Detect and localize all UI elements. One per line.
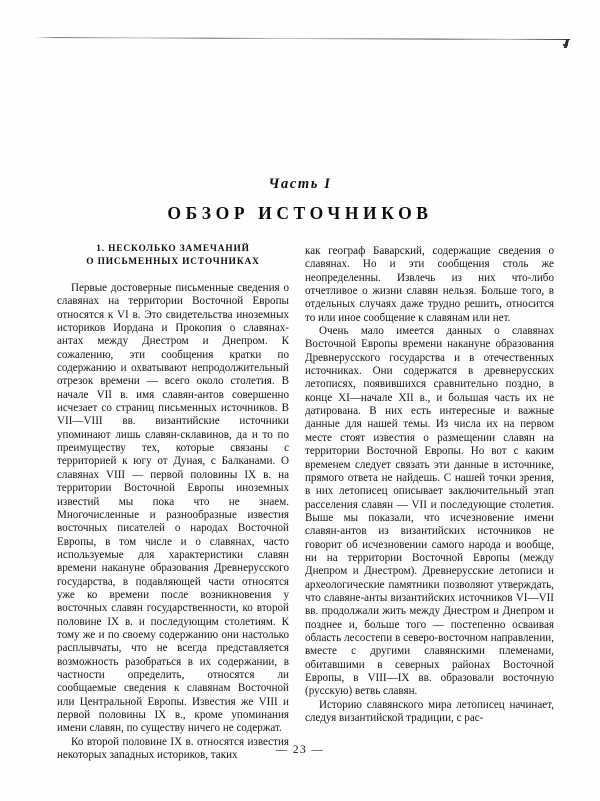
- paragraph: Первые достоверные письменные сведения о славянах на территории Восточной Европы относятся к VI в. Это свидетельства иноземных историков Иордана и Прокопия о славянах-антах между Днестром и Днепром. К сожалению, эти сообщения кратки по содержанию и охватывают непродолжительный отрезок времени — всего около столетия. В начале VII в. имя славян-антов совершенно исчезает со страниц письменных источников. В VII—VIII вв. византийские источники упоминают лишь славян-склавинов, да и то по преимуществу тех, которые связаны с территорией к югу от Дуная, с Балканами. О славянах VIII — первой половины IX в. на территории Восточной Европы иноземных известий мы пока что не знаем. Многочисленные и разнообразные известия восточных писателей о народах Восточной Европы, в том числе и о славянах, часто используемые для характеристики славян времени накануне образования Древнерусского государства, в подавляющей части относятся уже ко времени после возникновения у восточных славян государственности, ко второй половине IX в. и последующим столетиям. К тому же и по своему содержанию они настолько расплывчаты, что не всегда представляется возможность разобраться в их содержании, в частности определить, относятся ли сообщаемые сведения к славянам Восточной или Центральной Европы. Известия же VIII и первой половины IX в., кроме упоминания имени славян, по существу ничего не содержат.: [57, 282, 289, 735]
- scan-edge-line: [35, 37, 570, 40]
- body-column-left: [57, 282, 289, 762]
- paragraph: как географ Баварский, содержащие сведения о славянах. Но и эти сообщения столь же неопределенны. Извлечь из них что-либо отчетливое о жизни славян нельзя. Больше того, в отдельных случаях даже трудно решить, относится то или иное сообщение к славянам или нет.: [305, 245, 554, 324]
- paragraph: Ко второй половине IX в. относятся известия некоторых западных историков, таких: [57, 735, 289, 762]
- part-label: Часть I: [268, 176, 332, 192]
- paragraph: Очень мало имеется данных о славянах Восточной Европы времени накануне образования Древнерусского государства и в отечественных источниках. Они содержатся в древнерусских летописях, появившихся сравнительно поздно, в конце XI—начале XII в., и большая часть их не датирована. В них есть интересные и важные данные для нашей темы. Из числа их на первом месте стоят известия о размещении славян на территории Восточной Европы. Но вот с каким временем следует связать эти данные в источнике, прямого ответа не найдешь. С нашей точки зрения, в них летописец описывает заключительный этап расселения славян — VII и последующие столетия. Выше мы показали, что исчезновение имени славян-антов из византийских источников не говорит об исчезновении самого народа и вообще, ни на территории Восточной Европы (между Днепром и Днестром). Древнерусские летописи и археологические памятники позволяют утверждать, что славяне-анты византийских источников VI—VII вв. продолжали жить между Днестром и Днепром и позднее и, больше того — постепенно осваивая область лесостепи в северо-восточном направлении, вместе с другими славянскими племенами, обитавшими в северных районах Восточной Европы, в VIII—IX вв. образовали восточную (русскую) ветвь славян.: [305, 325, 554, 698]
- chapter-title: ОБЗОР ИСТОЧНИКОВ: [167, 203, 433, 223]
- scan-corner-artifact-icon: [563, 39, 569, 48]
- section-heading-line-2: О ПИСЬМЕННЫХ ИСТОЧНИКАХ: [86, 257, 260, 268]
- paragraph: Историю славянского мира летописец начинает, следуя византийской традиции, с рас-: [305, 698, 554, 725]
- page-number: — 23 —: [275, 744, 325, 756]
- section-heading: [57, 243, 289, 269]
- section-heading-line-1: 1. НЕСКОЛЬКО ЗАМЕЧАНИЙ: [96, 244, 250, 254]
- body-column-right: [305, 245, 554, 725]
